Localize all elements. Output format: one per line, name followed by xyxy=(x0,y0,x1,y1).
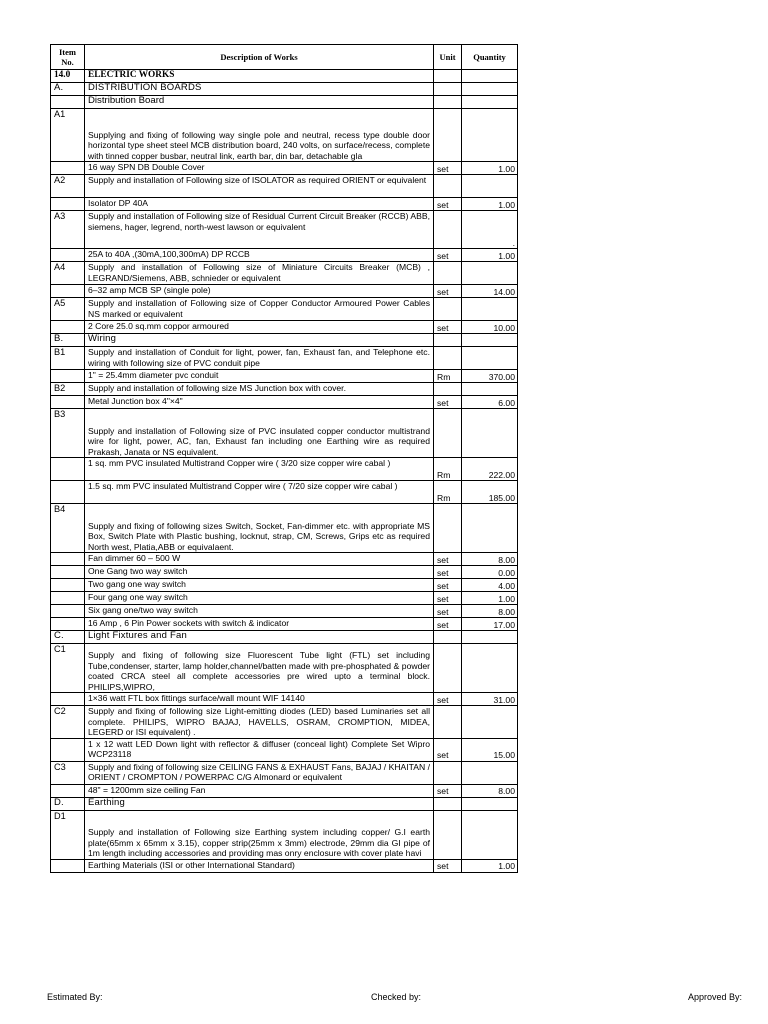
quantity-cell: 222.00 xyxy=(462,458,518,481)
quantity-cell: 1.00 xyxy=(462,859,518,872)
table-row-line xyxy=(51,370,518,383)
description-cell: ELECTRIC WORKS xyxy=(85,70,434,83)
description-cell: Supply and installation of Following size of ISOLATOR as required ORIENT or equivalent xyxy=(85,175,434,198)
quantity-cell xyxy=(462,706,518,739)
unit-cell: set xyxy=(434,579,462,592)
unit-cell xyxy=(434,211,462,249)
bill-of-quantities-table xyxy=(50,44,518,873)
description-cell: 1" = 25.4mm diameter pvc conduit xyxy=(85,370,434,383)
unit-cell xyxy=(434,631,462,644)
quantity-cell xyxy=(462,504,518,553)
unit-cell xyxy=(434,644,462,693)
header-quantity: Quantity xyxy=(462,45,518,70)
description-cell: DISTRIBUTION BOARDS xyxy=(85,83,434,96)
quantity-cell: 1.00 xyxy=(462,162,518,175)
checked-by-label: Checked by: xyxy=(371,992,422,1002)
unit-cell xyxy=(434,761,462,784)
item-number-cell xyxy=(51,566,85,579)
unit-cell xyxy=(434,70,462,83)
quantity-cell: 31.00 xyxy=(462,693,518,706)
item-number-cell xyxy=(51,693,85,706)
item-number-cell xyxy=(51,162,85,175)
item-number-cell: C1 xyxy=(51,644,85,693)
item-number-cell: C3 xyxy=(51,761,85,784)
unit-cell: Rm xyxy=(434,481,462,504)
quantity-cell: 185.00 xyxy=(462,481,518,504)
table-row-spec xyxy=(51,409,518,458)
unit-cell xyxy=(434,262,462,285)
quantity-cell: 17.00 xyxy=(462,618,518,631)
table-row-line xyxy=(51,693,518,706)
table-row-line xyxy=(51,481,518,504)
table-row-line xyxy=(51,579,518,592)
quantity-cell: 10.00 xyxy=(462,321,518,334)
table-row-line xyxy=(51,605,518,618)
item-number-cell: A4 xyxy=(51,262,85,285)
unit-cell: Rm xyxy=(434,458,462,481)
unit-cell xyxy=(434,109,462,162)
description-cell: Wiring xyxy=(85,334,434,347)
item-number-cell: C2 xyxy=(51,706,85,739)
item-number-cell xyxy=(51,249,85,262)
item-number-cell: A. xyxy=(51,83,85,96)
description-cell: Supply and installation of Following size of PVC insulated copper conductor multistrand wire for light, power, AC, fan, Exhaust fan including one Earthing wire as required Prakash, Janata or NS equivalent. xyxy=(85,409,434,458)
unit-cell xyxy=(434,83,462,96)
item-number-cell xyxy=(51,370,85,383)
quantity-cell xyxy=(462,383,518,396)
table-row-major xyxy=(51,70,518,83)
unit-cell: set xyxy=(434,784,462,797)
table-row-line xyxy=(51,784,518,797)
unit-cell xyxy=(434,383,462,396)
table-row-spec xyxy=(51,383,518,396)
unit-cell: set xyxy=(434,249,462,262)
description-cell: Two gang one way switch xyxy=(85,579,434,592)
description-cell: Isolator DP 40A xyxy=(85,198,434,211)
unit-cell: set xyxy=(434,605,462,618)
header-unit: Unit xyxy=(434,45,462,70)
description-cell: Four gang one way switch xyxy=(85,592,434,605)
item-number-cell: C. xyxy=(51,631,85,644)
item-number-cell xyxy=(51,579,85,592)
table-body xyxy=(51,70,518,873)
table-row-line xyxy=(51,738,518,761)
description-cell: 16 way SPN DB Double Cover xyxy=(85,162,434,175)
description-cell: Light Fixtures and Fan xyxy=(85,631,434,644)
table-row-line xyxy=(51,592,518,605)
unit-cell xyxy=(434,810,462,859)
quantity-cell: 4.00 xyxy=(462,579,518,592)
description-cell: 25A to 40A ,(30mA,100,300mA) DP RCCB xyxy=(85,249,434,262)
quantity-cell: 1.00 xyxy=(462,592,518,605)
table-row-spec xyxy=(51,504,518,553)
item-number-cell xyxy=(51,605,85,618)
item-number-cell: A3 xyxy=(51,211,85,249)
table-row-section xyxy=(51,797,518,810)
description-cell: 1 x 12 watt LED Down light with reflector & diffuser (conceal light) Complete Set Wipro WCP23118 xyxy=(85,738,434,761)
item-number-cell: D1 xyxy=(51,810,85,859)
unit-cell xyxy=(434,504,462,553)
header-item-no: Item No. xyxy=(51,45,85,70)
item-number-cell: B1 xyxy=(51,347,85,370)
table-row-sub xyxy=(51,96,518,109)
unit-cell: set xyxy=(434,321,462,334)
item-number-cell xyxy=(51,321,85,334)
item-number-cell xyxy=(51,285,85,298)
unit-cell: set xyxy=(434,285,462,298)
table-row-line xyxy=(51,321,518,334)
description-cell: Supply and installation of Following size of Residual Current Circuit Breaker (RCCB) ABB, siemens, hager, legrend, north-west lawson or equivalent xyxy=(85,211,434,249)
unit-cell xyxy=(434,334,462,347)
table-row-section xyxy=(51,334,518,347)
description-cell: Supply and fixing of following size Fluorescent Tube light (FTL) set including Tube,condenser, starter, lamp holder,channel/batten made with pre-phosphated & powder coated CRCA steel all complete accessories pre wired upto a terminal block. PHILIPS,WIPRO, xyxy=(85,644,434,693)
quantity-cell: 370.00 xyxy=(462,370,518,383)
item-number-cell: 14.0 xyxy=(51,70,85,83)
item-number-cell xyxy=(51,618,85,631)
item-number-cell: B3 xyxy=(51,409,85,458)
table-row-line xyxy=(51,566,518,579)
description-cell: 48" = 1200mm size ceiling Fan xyxy=(85,784,434,797)
unit-cell xyxy=(434,298,462,321)
description-cell: Supply and installation of Following size of Copper Conductor Armoured Power Cables NS marked or equivalent xyxy=(85,298,434,321)
header-description: Description of Works xyxy=(85,45,434,70)
description-cell: Earthing xyxy=(85,797,434,810)
table-header-row xyxy=(51,45,518,70)
description-cell: 1 sq. mm PVC insulated Multistrand Copper wire ( 3/20 size copper wire cabal ) xyxy=(85,458,434,481)
item-number-cell xyxy=(51,198,85,211)
description-cell: Six gang one/two way switch xyxy=(85,605,434,618)
quantity-cell: 14.00 xyxy=(462,285,518,298)
unit-cell: set xyxy=(434,859,462,872)
table-row-line xyxy=(51,458,518,481)
item-number-cell: B2 xyxy=(51,383,85,396)
table-row-spec xyxy=(51,298,518,321)
quantity-cell xyxy=(462,334,518,347)
description-cell: 2 Core 25.0 sq.mm coppor armoured xyxy=(85,321,434,334)
item-number-cell: A5 xyxy=(51,298,85,321)
table-row-line xyxy=(51,396,518,409)
quantity-cell: 1.00 xyxy=(462,249,518,262)
approved-by-label: Approved By: xyxy=(688,992,743,1002)
item-number-cell xyxy=(51,592,85,605)
table-row-spec xyxy=(51,706,518,739)
description-cell: 1.5 sq. mm PVC insulated Multistrand Copper wire ( 7/20 size copper wire cabal ) xyxy=(85,481,434,504)
unit-cell: Rm xyxy=(434,370,462,383)
description-cell: Supply and installation of Following size of Miniature Circuits Breaker (MCB) , LEGRAND/Siemens, ABB, schnieder or equivalent xyxy=(85,262,434,285)
description-cell: Supply and fixing of following sizes Switch, Socket, Fan-dimmer etc. with appropriate MS Box, Switch Plate with Plastic bushing, locknut, strap, CM, Screws, Grips etc as required North west, Platia,ABB or equivalaent. xyxy=(85,504,434,553)
description-cell: 16 Amp , 6 Pin Power sockets with switch & indicator xyxy=(85,618,434,631)
description-cell: Supply and installation of Following size Earthing system including copper/ G.I earth plate(65mm x 65mm x 3.15), copper strip(25mm x 3mm) electrode, 29mm dia GI pipe of 1m length including accessories and providing mas onry enclosure with cover plate havi xyxy=(85,810,434,859)
item-number-cell: A1 xyxy=(51,109,85,162)
table-row-spec xyxy=(51,761,518,784)
unit-cell xyxy=(434,706,462,739)
item-number-cell: B. xyxy=(51,334,85,347)
table-row-spec xyxy=(51,644,518,693)
table-row-spec xyxy=(51,109,518,162)
quantity-cell: 15.00 xyxy=(462,738,518,761)
table-row-line xyxy=(51,249,518,262)
description-cell: Supply and installation of Conduit for light, power, fan, Exhaust fan, and Telephone etc. wiring with following size of PVC conduit pipe xyxy=(85,347,434,370)
description-cell: One Gang two way switch xyxy=(85,566,434,579)
description-cell: Supply and installation of following size MS Junction box with cover. xyxy=(85,383,434,396)
item-number-cell: D. xyxy=(51,797,85,810)
unit-cell: set xyxy=(434,396,462,409)
table-row-line xyxy=(51,198,518,211)
description-cell: Fan dimmer 60 – 500 W xyxy=(85,553,434,566)
table-row-line xyxy=(51,618,518,631)
description-cell: Supply and fixing of following size Light-emitting diodes (LED) based Luminaries set all complete. PHILIPS, WIPRO BAJAJ, HAVELLS, OSRAM, CROMPTION, MIDEA, LEGERD or ISI equivalent) . xyxy=(85,706,434,739)
quantity-cell xyxy=(462,409,518,458)
description-cell: 1×36 watt FTL box fittings surface/wall mount WIF 14140 xyxy=(85,693,434,706)
quantity-cell xyxy=(462,631,518,644)
quantity-cell xyxy=(462,262,518,285)
quantity-cell xyxy=(462,797,518,810)
description-cell: 6–32 amp MCB SP (single pole) xyxy=(85,285,434,298)
item-number-cell xyxy=(51,738,85,761)
table-row-section xyxy=(51,631,518,644)
quantity-cell: 0.00 xyxy=(462,566,518,579)
unit-cell xyxy=(434,347,462,370)
table-row-line xyxy=(51,859,518,872)
quantity-cell xyxy=(462,70,518,83)
table-row-line xyxy=(51,162,518,175)
item-number-cell xyxy=(51,553,85,566)
table-row-line xyxy=(51,285,518,298)
unit-cell xyxy=(434,175,462,198)
unit-cell xyxy=(434,96,462,109)
table-row-line xyxy=(51,553,518,566)
unit-cell: set xyxy=(434,566,462,579)
quantity-cell xyxy=(462,175,518,198)
quantity-cell: 8.00 xyxy=(462,784,518,797)
quantity-cell xyxy=(462,810,518,859)
table-row-spec xyxy=(51,175,518,198)
item-number-cell xyxy=(51,859,85,872)
table-row-spec xyxy=(51,347,518,370)
table-row-spec xyxy=(51,810,518,859)
description-cell: Metal Junction box 4"×4" xyxy=(85,396,434,409)
description-cell: Supply and fixing of following size CEILING FANS & EXHAUST Fans, BAJAJ / KHAITAN / ORIENT / CROMPTON / POWERPAC C/G Almonard or equivalent xyxy=(85,761,434,784)
quantity-cell xyxy=(462,347,518,370)
quantity-cell: . xyxy=(462,211,518,249)
table-row-spec xyxy=(51,262,518,285)
item-number-cell: B4 xyxy=(51,504,85,553)
unit-cell: set xyxy=(434,738,462,761)
description-cell: Distribution Board xyxy=(85,96,434,109)
unit-cell: set xyxy=(434,693,462,706)
quantity-cell xyxy=(462,298,518,321)
quantity-cell xyxy=(462,644,518,693)
item-number-cell xyxy=(51,458,85,481)
quantity-cell: 6.00 xyxy=(462,396,518,409)
unit-cell: set xyxy=(434,162,462,175)
quantity-cell: 8.00 xyxy=(462,605,518,618)
quantity-cell xyxy=(462,96,518,109)
unit-cell: set xyxy=(434,618,462,631)
estimated-by-label: Estimated By: xyxy=(47,992,103,1002)
table-row-section xyxy=(51,83,518,96)
item-number-cell xyxy=(51,96,85,109)
unit-cell xyxy=(434,797,462,810)
item-number-cell xyxy=(51,396,85,409)
unit-cell: set xyxy=(434,553,462,566)
unit-cell: set xyxy=(434,592,462,605)
unit-cell: set xyxy=(434,198,462,211)
quantity-cell xyxy=(462,761,518,784)
quantity-cell xyxy=(462,83,518,96)
table-row-spec xyxy=(51,211,518,249)
item-number-cell xyxy=(51,784,85,797)
unit-cell xyxy=(434,409,462,458)
description-cell: Earthing Materials (ISI or other International Standard) xyxy=(85,859,434,872)
item-number-cell xyxy=(51,481,85,504)
description-cell: Supplying and fixing of following way single pole and neutral, recess type double door horizontal type sheet steel MCB distribution board, 240 volts, on surface/recess, complete with tinned copper busbar, neutral link, earth bar, din bar, detachable gla xyxy=(85,109,434,162)
quantity-cell: 1.00 xyxy=(462,198,518,211)
quantity-cell: 8.00 xyxy=(462,553,518,566)
quantity-cell xyxy=(462,109,518,162)
item-number-cell: A2 xyxy=(51,175,85,198)
